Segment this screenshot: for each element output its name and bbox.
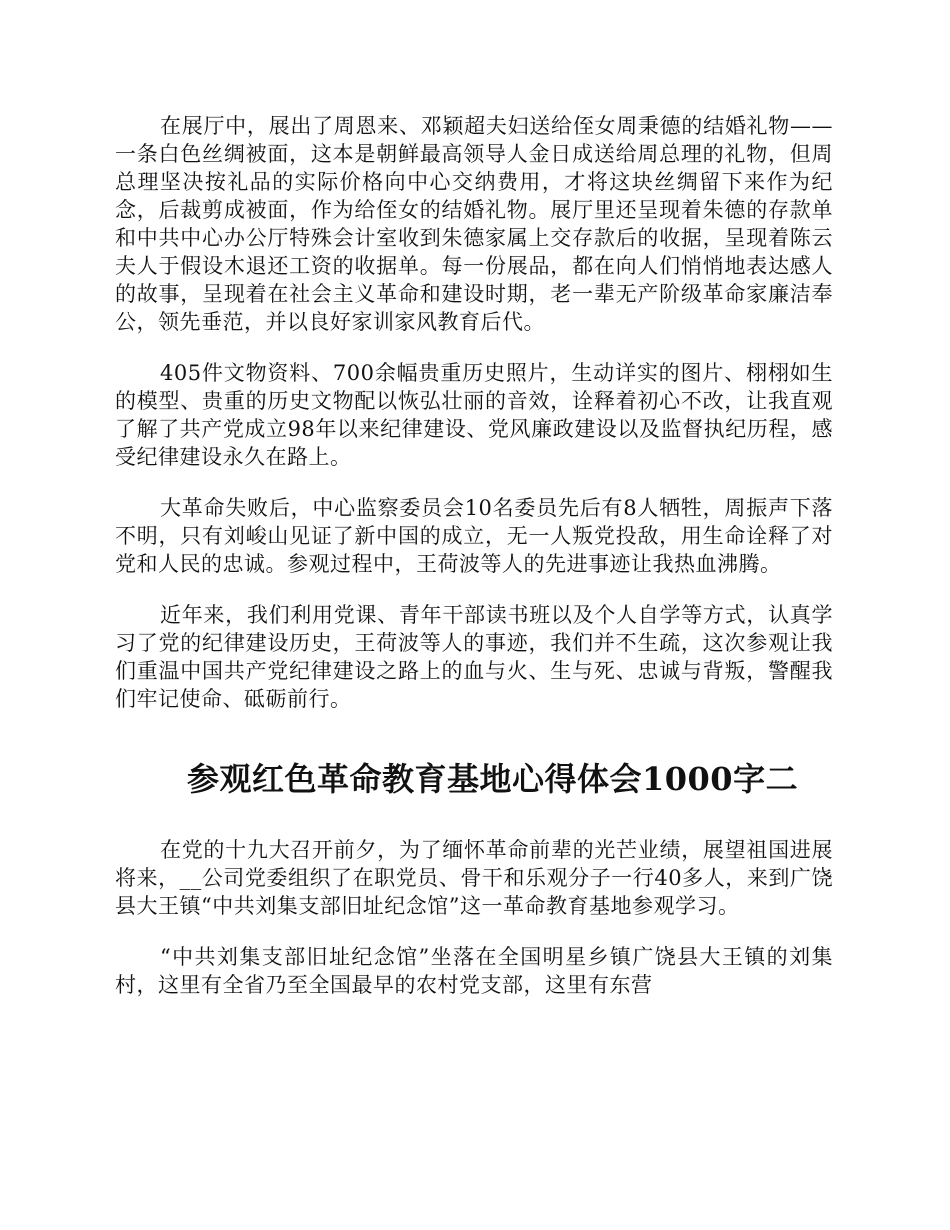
section-heading: 参观红色革命教育基地心得体会1000字二	[187, 760, 799, 798]
paragraph-exhibition-hall: 在展厅中，展出了周恩来、邓颖超夫妇送给侄女周秉德的结婚礼物——一条白色丝绸被面，这本是朝鲜最高领导人金日成送给周总理的礼物，但周总理坚决按礼品的实际价格向中心交纳费用，才将这块丝绸留下来作为纪念，后裁剪成被面，作为给侄女的结婚礼物。展厅里还呈现着朱德的存款单和中共中心办公厅特殊会计室收到朱德家属上交存款后的收据，呈现着陈云夫人于假设木退还工资的收据单。每一份展品，都在向人们悄悄地表达感人的故事，呈现着在社会主义革命和建设时期，老一辈无产阶级革命家廉洁奉公，领先垂范，并以良好家训家风教育后代。	[115, 114, 833, 334]
paragraph-relics-count: 405件文物资料、700余幅贵重历史照片，生动详实的图片、栩栩如生的模型、贵重的历史文物配以恢弘壮丽的音效，诠释着初心不改，让我直观了解了共产党成立98年以来纪律建设、党风廉政建设以及监督执纪历程，感受纪律建设永久在路上。	[115, 361, 833, 469]
paragraph-memorial-location: “中共刘集支部旧址纪念馆”坐落在全国明星乡镇广饶县大王镇的刘集村，这里有全省乃至全国最早的农村党支部，这里有东营	[115, 945, 833, 997]
paragraph-revolution-martyrs: 大革命失败后，中心监察委员会10名委员先后有8人牺牲，周振声下落不明，只有刘峻山见证了新中国的成立，无一人叛党投敌，用生命诠释了对党和人民的忠诚。参观过程中，王荷波等人的先进事迹让我热血沸腾。	[115, 496, 833, 576]
paragraph-visit-intro: 在党的十九大召开前夕，为了缅怀革命前辈的光芒业绩，展望祖国进展将来，__公司党委组织了在职党员、骨干和乐观分子一行40多人，来到广饶县大王镇“中共刘集支部旧址纪念馆”这一革命教育基地参观学习。	[115, 838, 833, 918]
document-page	[115, 112, 833, 999]
paragraph-study-reflection: 近年来，我们利用党课、青年干部读书班以及个人自学等方式，认真学习了党的纪律建设历史，王荷波等人的事迹，我们并不生疏，这次参观让我们重温中国共产党纪律建设之路上的血与火、生与死、忠诚与背叛，警醒我们牢记使命、砥砺前行。	[115, 603, 833, 711]
